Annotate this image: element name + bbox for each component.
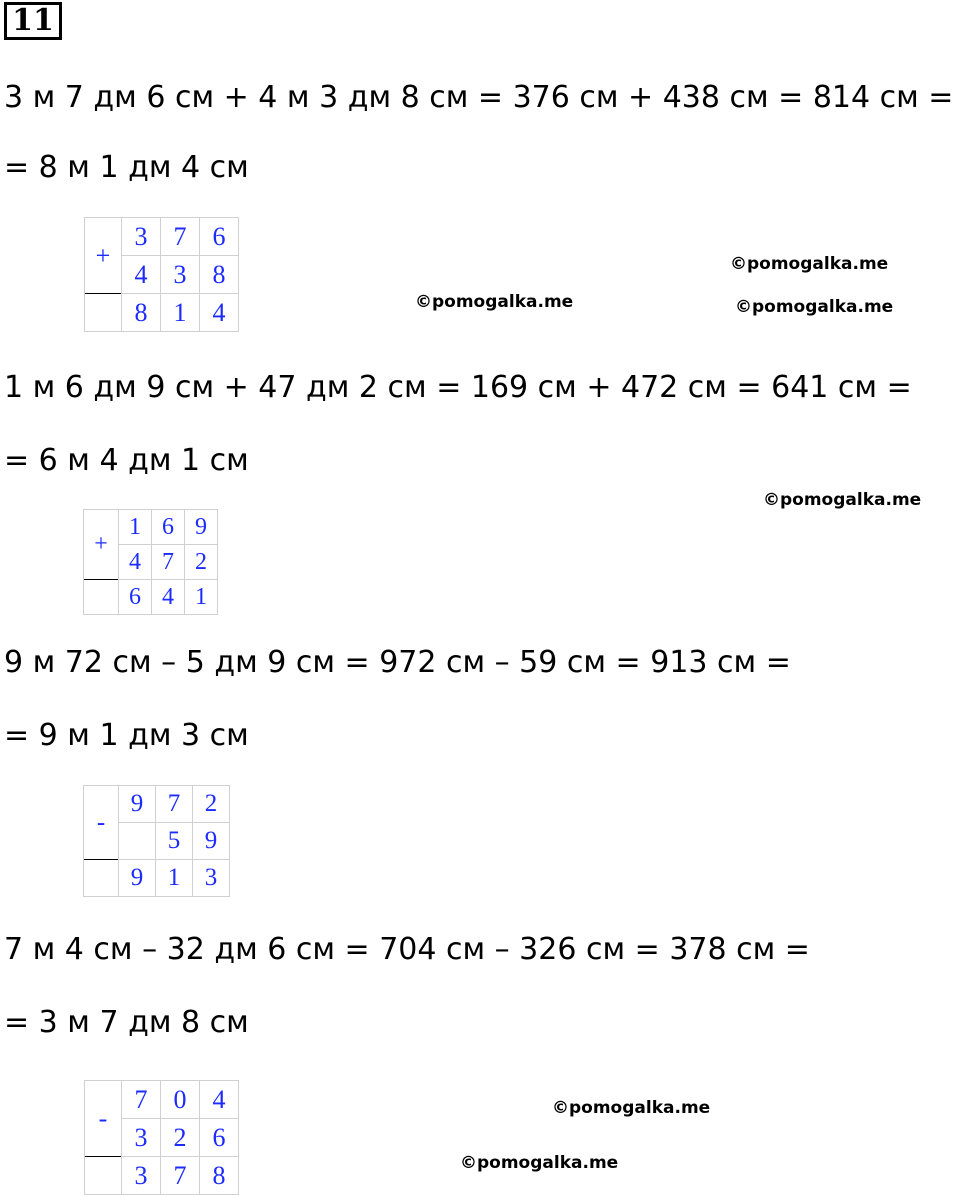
problem-4-equation: 7 м 4 см – 32 дм 6 см = 704 см – 326 см = 378 см = [4,932,810,967]
watermark: ©pomogalka.me [763,490,922,510]
result-digit: 4 [152,580,185,615]
problem-3-column-calc [83,785,230,897]
watermark: ©pomogalka.me [460,1153,619,1173]
problem-4-answer: = 3 м 7 дм 8 см [4,1005,249,1040]
digit: 6 [200,218,239,256]
result-digit: 3 [122,1157,161,1195]
result-digit: 8 [200,1157,239,1195]
result-digit: 3 [193,860,230,897]
digit: 6 [152,510,185,545]
result-digit: 6 [119,580,152,615]
digit: 0 [161,1081,200,1119]
problem-1-answer: = 8 м 1 дм 4 см [4,150,249,185]
digit: 7 [161,218,200,256]
digit: 2 [193,786,230,823]
problem-4-column-calc [84,1080,239,1195]
digit: 4 [200,1081,239,1119]
problem-2-column-calc [83,509,218,615]
digit: 8 [200,256,239,294]
result-digit: 8 [122,294,161,332]
problem-1-column-calc [84,217,239,332]
digit: 4 [122,256,161,294]
watermark: ©pomogalka.me [730,254,889,274]
digit [119,823,156,860]
digit: 2 [185,545,218,580]
digit: 3 [122,1119,161,1157]
result-digit: 1 [161,294,200,332]
empty-cell [85,294,122,332]
operator-sign: - [84,786,119,860]
digit: 2 [161,1119,200,1157]
digit: 3 [161,256,200,294]
watermark: ©pomogalka.me [552,1098,711,1118]
problem-2-equation: 1 м 6 дм 9 см + 47 дм 2 см = 169 см + 472 см = 641 см = [4,370,912,405]
task-number: 11 [4,2,62,40]
problem-1-equation: 3 м 7 дм 6 см + 4 м 3 дм 8 см = 376 см + 438 см = 814 см = [4,80,954,115]
result-digit: 1 [185,580,218,615]
digit: 7 [152,545,185,580]
empty-cell [84,860,119,897]
problem-2-answer: = 6 м 4 дм 1 см [4,443,249,478]
digit: 7 [122,1081,161,1119]
operator-sign: + [84,510,119,580]
digit: 5 [156,823,193,860]
watermark: ©pomogalka.me [415,292,574,312]
operator-sign: - [85,1081,122,1157]
result-digit: 9 [119,860,156,897]
watermark: ©pomogalka.me [735,297,894,317]
digit: 9 [185,510,218,545]
digit: 1 [119,510,152,545]
result-digit: 1 [156,860,193,897]
digit: 4 [119,545,152,580]
problem-3-answer: = 9 м 1 дм 3 см [4,718,249,753]
digit: 7 [156,786,193,823]
digit: 6 [200,1119,239,1157]
digit: 9 [193,823,230,860]
digit: 9 [119,786,156,823]
digit: 3 [122,218,161,256]
problem-3-equation: 9 м 72 см – 5 дм 9 см = 972 см – 59 см = 913 см = [4,645,791,680]
result-digit: 7 [161,1157,200,1195]
result-digit: 4 [200,294,239,332]
operator-sign: + [85,218,122,294]
empty-cell [84,580,119,615]
